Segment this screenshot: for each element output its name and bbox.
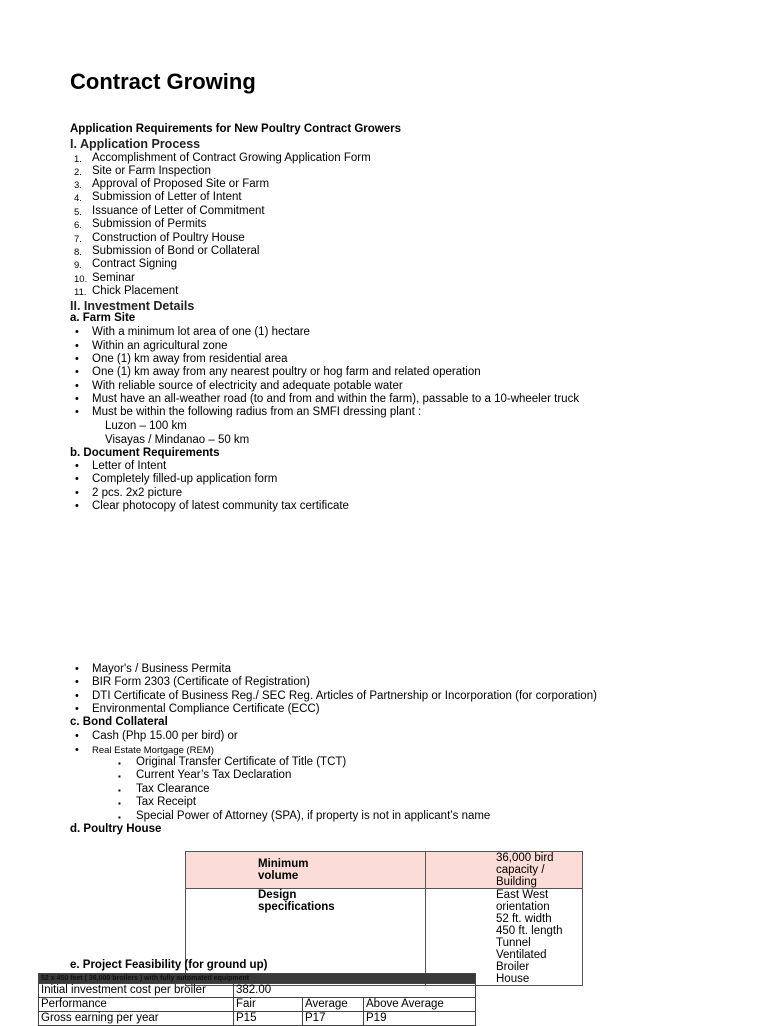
document-subtitle: Application Requirements for New Poultry Contract Growers	[70, 123, 401, 135]
table-cell: Minimum volume	[186, 852, 426, 889]
list-item: Real Estate Mortgage (REM)	[92, 745, 214, 756]
list-item: Site or Farm Inspection	[92, 165, 211, 177]
document-requirements-heading: b. Document Requirements	[70, 447, 220, 459]
list-item: Accomplishment of Contract Growing Application Form	[92, 152, 371, 164]
list-item: With a minimum lot area of one (1) hectare	[92, 326, 310, 338]
list-item: Contract Signing	[92, 258, 178, 270]
list-item: Construction of Poultry House	[92, 232, 245, 244]
list-item: Cash (Php 15.00 per bird) or	[92, 730, 238, 742]
poultry-house-heading: d. Poultry House	[70, 823, 162, 835]
list-item: Tax Clearance	[136, 783, 210, 795]
section-investment-details-heading: II. Investment Details	[70, 299, 195, 313]
list-item: Must have an all-weather road (to and from and within the farm), passable to a 10-wheeler truck	[92, 393, 580, 405]
table-cell: Average	[303, 998, 364, 1012]
table-cell: 36,000 bird capacity / Building	[426, 852, 583, 889]
list-item: DTI Certificate of Business Reg./ SEC Reg. Articles of Partnership or Incorporation (for corporation)	[92, 690, 597, 702]
list-item: Letter of Intent	[92, 460, 167, 472]
table-cell: P17	[303, 1012, 364, 1026]
list-item: Within an agricultural zone	[92, 340, 228, 352]
list-item: Special Power of Attorney (SPA), if property is not in applicant’s name	[136, 810, 491, 822]
table-cell: Above Average	[364, 998, 476, 1012]
list-item: Tax Receipt	[136, 796, 197, 808]
radius-visayas-mindanao: Visayas / Mindanao – 50 km	[105, 434, 250, 446]
table-row	[39, 1012, 476, 1026]
table-cell: P19	[364, 1012, 476, 1026]
page-title: Contract Growing	[70, 69, 256, 94]
list-item: 2 pcs. 2x2 picture	[92, 487, 183, 499]
table-cell: Initial investment cost per broiler	[39, 984, 234, 998]
table-cell: Gross earning per year	[39, 1012, 234, 1026]
list-item: Clear photocopy of latest community tax certificate	[92, 500, 349, 512]
section-application-process-heading: I. Application Process	[70, 137, 201, 151]
list-item: With reliable source of electricity and adequate potable water	[92, 380, 403, 392]
feasibility-table	[38, 973, 476, 1026]
list-item: Original Transfer Certificate of Title (TCT)	[136, 756, 347, 768]
list-item: One (1) km away from any nearest poultry or hog farm and related operation	[92, 366, 481, 378]
table-cell: Design specifications	[186, 889, 426, 986]
list-item: Submission of Letter of Intent	[92, 191, 242, 203]
farm-site-heading: a. Farm Site	[70, 312, 136, 324]
table-cell: Performance	[39, 998, 234, 1012]
list-item: Completely filled-up application form	[92, 473, 278, 485]
list-item: Submission of Permits	[92, 218, 207, 230]
list-item: Mayor's / Business Permita	[92, 663, 231, 675]
table-header-cell: 52 x 450 feet ( 36,000 broilers ) with fully automated equipment	[39, 974, 476, 984]
table-cell: Fair	[234, 998, 303, 1012]
list-item: BIR Form 2303 (Certificate of Registration)	[92, 676, 310, 688]
list-item: Submission of Bond or Collateral	[92, 245, 260, 257]
table-row	[39, 998, 476, 1012]
list-item: Current Year’s Tax Declaration	[136, 769, 292, 781]
list-item: Chick Placement	[92, 285, 179, 297]
list-item: Must be within the following radius from an SMFI dressing plant :	[92, 406, 422, 418]
table-cell: East West orientation 52 ft. width 450 ft. length Tunnel Ventilated Broiler House	[426, 889, 583, 986]
list-item: Seminar	[92, 272, 135, 284]
list-item: Issuance of Letter of Commitment	[92, 205, 265, 217]
bond-collateral-heading: c. Bond Collateral	[70, 716, 168, 728]
table-row	[186, 852, 583, 889]
project-feasibility-heading: e. Project Feasibility (for ground up)	[70, 959, 268, 971]
table-header-row	[39, 974, 476, 984]
list-item: Approval of Proposed Site or Farm	[92, 178, 270, 190]
table-cell: 382.00	[234, 984, 476, 998]
table-cell: P15	[234, 1012, 303, 1026]
list-item: One (1) km away from residential area	[92, 353, 288, 365]
list-item: Environmental Compliance Certificate (ECC)	[92, 703, 320, 715]
radius-luzon: Luzon – 100 km	[105, 420, 187, 432]
table-row	[39, 984, 476, 998]
